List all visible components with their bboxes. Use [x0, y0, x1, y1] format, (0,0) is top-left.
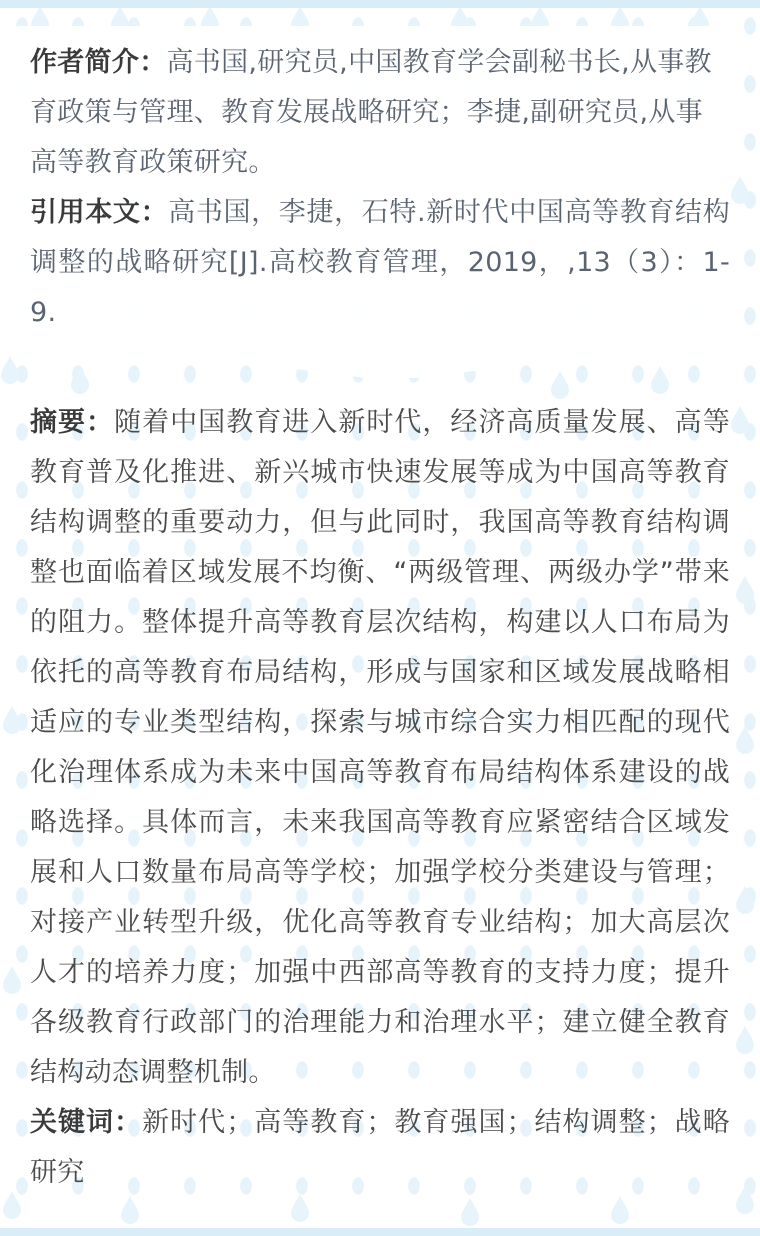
citation-text: 高书国，李捷，石特.新时代中国高等教育结构调整的战略研究[J].高校教育管理，2019，,13（3）：1-9.	[30, 197, 731, 328]
keywords-paragraph	[30, 1098, 730, 1198]
top-accent-bar	[0, 0, 760, 8]
keywords-label: 关键词：	[30, 1107, 143, 1138]
keywords-text: 新时代；高等教育；教育强国；结构调整；战略研究	[30, 1107, 730, 1188]
citation-label: 引用本文：	[30, 197, 169, 228]
abstract-text: 随着中国教育进入新时代，经济高质量发展、高等教育普及化推进、新兴城市快速发展等成为中国高等教育结构调整的重要动力，但与此同时，我国高等教育结构调整也面临着区域发展不均衡、“两级管理、两级办学”带来的阻力。整体提升高等教育层次结构，构建以人口布局为依托的高等教育布局结构，形成与国家和区域发展战略相适应的专业类型结构，探索与城市综合实力相匹配的现代化治理体系成为未来中国高等教育布局结构体系建设的战略选择。具体而言，未来我国高等教育应紧密结合区域发展和人口数量布局高等学校；加强学校分类建设与管理；对接产业转型升级，优化高等教育专业结构；加大高层次人才的培养力度；加强中西部高等教育的支持力度；提升各级教育行政部门的治理能力和治理水平；建立健全教育结构动态调整机制。	[30, 407, 730, 1088]
abstract-paragraph	[30, 398, 730, 1098]
author-paragraph	[30, 38, 730, 188]
article-info	[30, 38, 730, 338]
bottom-accent-bar	[0, 1228, 760, 1236]
author-text: 高书国,研究员,中国教育学会副秘书长,从事教育政策与管理、教育发展战略研究；李捷,副研究员,从事高等教育政策研究。	[30, 47, 712, 178]
abstract-section	[30, 398, 730, 1198]
abstract-label: 摘要：	[30, 407, 115, 438]
author-label: 作者简介：	[30, 47, 167, 78]
citation-paragraph	[30, 188, 730, 338]
